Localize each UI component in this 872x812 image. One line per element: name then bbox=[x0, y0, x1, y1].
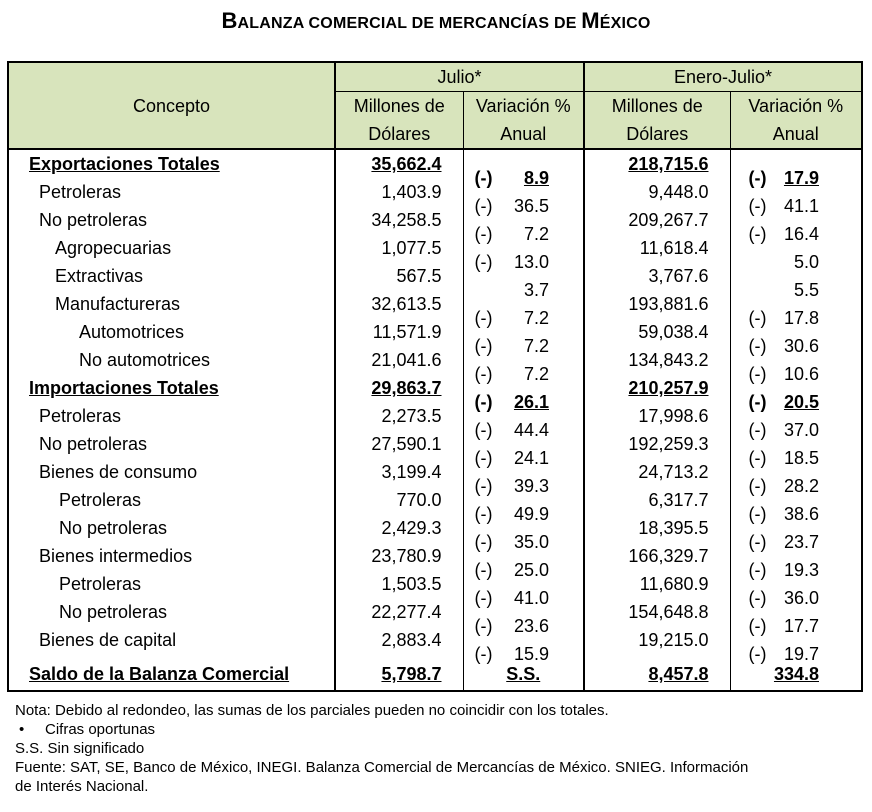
value-millones-julio-text: 2,273.5 bbox=[381, 406, 442, 426]
value-millones-julio bbox=[335, 234, 463, 262]
row-label-text: Agropecuarias bbox=[55, 238, 172, 258]
number-variacion-julio: 7.2 bbox=[523, 336, 549, 356]
number-variacion-enero-julio: 28.2 bbox=[783, 476, 819, 496]
value-millones-julio bbox=[335, 346, 463, 374]
value-variacion-enero-julio bbox=[730, 206, 862, 244]
value-millones-enero-julio bbox=[584, 178, 730, 206]
number-variacion-enero-julio: 10.6 bbox=[783, 364, 819, 384]
note-cifras bbox=[15, 720, 748, 739]
value-millones-enero-julio-text: 59,038.4 bbox=[638, 322, 709, 342]
number-variacion-julio: 15.9 bbox=[513, 644, 549, 664]
value-millones-enero-julio bbox=[584, 206, 730, 234]
number-variacion-julio: 39.3 bbox=[513, 476, 549, 496]
row-label bbox=[8, 318, 335, 346]
value-millones-enero-julio-text: 3,767.6 bbox=[648, 266, 709, 286]
row-label-text: Importaciones Totales bbox=[29, 378, 219, 398]
value-millones-enero-julio bbox=[584, 402, 730, 430]
value-millones-enero-julio-text: 166,329.7 bbox=[628, 546, 709, 566]
number-variacion-julio: 3.7 bbox=[523, 280, 549, 300]
value-variacion-enero-julio bbox=[730, 570, 862, 608]
row-label bbox=[8, 206, 335, 234]
sign-variacion-julio: (-) bbox=[474, 616, 493, 636]
value-variacion-julio bbox=[463, 486, 584, 524]
sign-variacion-enero-julio: (-) bbox=[748, 532, 767, 552]
value-millones-enero-julio bbox=[584, 346, 730, 374]
sign-variacion-julio: (-) bbox=[474, 196, 493, 216]
table-row bbox=[8, 149, 862, 178]
number-variacion-julio: 35.0 bbox=[513, 532, 549, 552]
number-variacion-enero-julio: 19.7 bbox=[783, 644, 819, 664]
header-millones-1: Millones de bbox=[335, 92, 463, 121]
sign-variacion-enero-julio: (-) bbox=[748, 644, 767, 664]
saldo-millones-julio-text: 5,798.7 bbox=[381, 664, 442, 684]
value-variacion-enero-julio bbox=[730, 402, 862, 440]
value-variacion-enero-julio bbox=[730, 346, 862, 384]
note-rounding: Nota: Debido al redondeo, las sumas de los parciales pueden no coincidir con los totales. bbox=[15, 702, 609, 719]
number-variacion-enero-julio: 5.0 bbox=[793, 252, 819, 272]
table-row bbox=[8, 430, 862, 458]
row-label-text: Petroleras bbox=[59, 490, 142, 510]
value-millones-enero-julio-text: 18,395.5 bbox=[638, 518, 709, 538]
saldo-label bbox=[8, 658, 335, 691]
number-variacion-julio: 26.1 bbox=[513, 392, 549, 412]
table-row bbox=[8, 626, 862, 654]
value-variacion-enero-julio bbox=[730, 486, 862, 524]
value-millones-julio-text: 567.5 bbox=[396, 266, 442, 286]
value-millones-julio bbox=[335, 206, 463, 234]
sign-variacion-julio: (-) bbox=[474, 448, 493, 468]
value-variacion-enero-julio bbox=[730, 178, 862, 216]
sign-variacion-enero-julio: (-) bbox=[748, 392, 767, 412]
value-millones-enero-julio bbox=[584, 290, 730, 318]
row-label-text: Bienes intermedios bbox=[39, 546, 193, 566]
sign-variacion-enero-julio: (-) bbox=[748, 224, 767, 244]
number-variacion-enero-julio: 38.6 bbox=[783, 504, 819, 524]
value-variacion-julio bbox=[463, 570, 584, 608]
table-row bbox=[8, 318, 862, 346]
value-variacion-enero-julio bbox=[730, 234, 862, 272]
value-millones-enero-julio-text: 134,843.2 bbox=[628, 350, 709, 370]
sign-variacion-enero-julio: (-) bbox=[748, 420, 767, 440]
value-millones-julio-text: 27,590.1 bbox=[371, 434, 442, 454]
table-row bbox=[8, 542, 862, 570]
value-millones-julio-text: 21,041.6 bbox=[371, 350, 442, 370]
number-variacion-enero-julio: 16.4 bbox=[783, 224, 819, 244]
value-variacion-julio bbox=[463, 598, 584, 636]
table-row bbox=[8, 486, 862, 514]
value-millones-julio-text: 32,613.5 bbox=[371, 294, 442, 314]
value-variacion-enero-julio bbox=[730, 318, 862, 356]
value-variacion-julio bbox=[463, 374, 584, 412]
value-millones-julio-text: 770.0 bbox=[396, 490, 442, 510]
row-label bbox=[8, 402, 335, 430]
value-millones-julio-text: 1,403.9 bbox=[381, 182, 442, 202]
table-row bbox=[8, 570, 862, 598]
table-row bbox=[8, 458, 862, 486]
value-millones-enero-julio-text: 6,317.7 bbox=[648, 490, 709, 510]
value-millones-enero-julio bbox=[584, 318, 730, 346]
value-variacion-julio bbox=[463, 542, 584, 580]
sign-variacion-enero-julio: (-) bbox=[748, 588, 767, 608]
sign-variacion-julio: (-) bbox=[474, 504, 493, 524]
value-variacion-enero-julio bbox=[730, 149, 862, 188]
value-millones-julio bbox=[335, 542, 463, 570]
value-millones-julio bbox=[335, 458, 463, 486]
table-row bbox=[8, 374, 862, 402]
value-millones-enero-julio bbox=[584, 374, 730, 402]
row-label bbox=[8, 626, 335, 654]
value-variacion-enero-julio bbox=[730, 514, 862, 552]
row-label bbox=[8, 598, 335, 626]
number-variacion-enero-julio: 20.5 bbox=[783, 392, 819, 412]
header-variacion-1: Variación % bbox=[463, 92, 584, 121]
value-millones-enero-julio-text: 193,881.6 bbox=[628, 294, 709, 314]
row-label bbox=[8, 374, 335, 402]
header-dolares-1: Dólares bbox=[335, 120, 463, 149]
number-variacion-enero-julio: 37.0 bbox=[783, 420, 819, 440]
row-label bbox=[8, 458, 335, 486]
value-millones-enero-julio bbox=[584, 262, 730, 290]
value-variacion-julio bbox=[463, 262, 584, 300]
number-variacion-julio: 23.6 bbox=[513, 616, 549, 636]
table-row bbox=[8, 206, 862, 234]
note-fuente-1: Fuente: SAT, SE, Banco de México, INEGI. Balanza Comercial de Mercancías de México. SNIEG. Información bbox=[15, 759, 749, 776]
row-label-text: No petroleras bbox=[39, 434, 148, 454]
row-label bbox=[8, 542, 335, 570]
table-row bbox=[8, 514, 862, 542]
row-label-text: Petroleras bbox=[59, 574, 142, 594]
sign-variacion-enero-julio: (-) bbox=[748, 560, 767, 580]
value-variacion-julio bbox=[463, 290, 584, 328]
value-millones-julio-text: 2,429.3 bbox=[381, 518, 442, 538]
number-variacion-julio: 25.0 bbox=[513, 560, 549, 580]
number-variacion-enero-julio: 17.8 bbox=[783, 308, 819, 328]
value-millones-enero-julio bbox=[584, 458, 730, 486]
value-millones-enero-julio-text: 11,618.4 bbox=[639, 238, 709, 258]
value-variacion-julio bbox=[463, 206, 584, 244]
sign-variacion-enero-julio: (-) bbox=[748, 168, 767, 188]
value-variacion-enero-julio bbox=[730, 626, 862, 664]
number-variacion-enero-julio: 19.3 bbox=[783, 560, 819, 580]
value-millones-enero-julio-text: 218,715.6 bbox=[628, 154, 709, 174]
number-variacion-julio: 49.9 bbox=[513, 504, 549, 524]
header-anual-1: Anual bbox=[463, 120, 584, 149]
sign-variacion-enero-julio: (-) bbox=[748, 504, 767, 524]
value-millones-enero-julio bbox=[584, 149, 730, 178]
header-row-periods bbox=[8, 62, 862, 92]
table-body bbox=[8, 149, 862, 691]
sign-variacion-julio: (-) bbox=[474, 588, 493, 608]
sign-variacion-enero-julio: (-) bbox=[748, 196, 767, 216]
number-variacion-enero-julio: 18.5 bbox=[783, 448, 819, 468]
value-millones-julio-text: 22,277.4 bbox=[371, 602, 442, 622]
value-millones-enero-julio-text: 11,680.9 bbox=[639, 574, 709, 594]
value-variacion-julio bbox=[463, 514, 584, 552]
row-label bbox=[8, 290, 335, 318]
row-label bbox=[8, 149, 335, 178]
value-millones-julio-text: 34,258.5 bbox=[371, 210, 442, 230]
value-variacion-julio bbox=[463, 178, 584, 216]
value-millones-julio-text: 2,883.4 bbox=[381, 630, 442, 650]
value-millones-enero-julio bbox=[584, 570, 730, 598]
row-label bbox=[8, 234, 335, 262]
row-label bbox=[8, 178, 335, 206]
value-millones-julio bbox=[335, 486, 463, 514]
number-variacion-julio: 24.1 bbox=[513, 448, 549, 468]
value-millones-julio bbox=[335, 514, 463, 542]
number-variacion-enero-julio: 17.7 bbox=[783, 616, 819, 636]
saldo-millones-enero-julio bbox=[584, 658, 730, 691]
row-label-text: Exportaciones Totales bbox=[29, 154, 220, 174]
value-millones-julio bbox=[335, 149, 463, 178]
table-row bbox=[8, 402, 862, 430]
value-millones-enero-julio bbox=[584, 486, 730, 514]
row-label bbox=[8, 514, 335, 542]
value-millones-julio bbox=[335, 598, 463, 626]
sign-variacion-enero-julio: (-) bbox=[748, 616, 767, 636]
row-label-text: No petroleras bbox=[59, 602, 168, 622]
header-concept: Concepto bbox=[8, 62, 335, 149]
header-millones-2: Millones de bbox=[584, 92, 730, 121]
row-label bbox=[8, 570, 335, 598]
sign-variacion-julio: (-) bbox=[474, 224, 493, 244]
value-variacion-enero-julio bbox=[730, 430, 862, 468]
value-millones-julio-text: 1,503.5 bbox=[381, 574, 442, 594]
value-millones-enero-julio-text: 17,998.6 bbox=[638, 406, 709, 426]
value-millones-julio bbox=[335, 262, 463, 290]
value-millones-julio-text: 3,199.4 bbox=[381, 462, 442, 482]
notes bbox=[15, 701, 748, 796]
sign-variacion-julio: (-) bbox=[474, 364, 493, 384]
value-millones-enero-julio bbox=[584, 514, 730, 542]
number-variacion-julio: 41.0 bbox=[513, 588, 549, 608]
saldo-row bbox=[8, 658, 862, 691]
value-millones-julio bbox=[335, 318, 463, 346]
row-label-text: Manufactureras bbox=[55, 294, 181, 314]
saldo-label-text: Saldo de la Balanza Comercial bbox=[29, 664, 290, 684]
sign-variacion-julio: (-) bbox=[474, 532, 493, 552]
saldo-variacion-enero-julio-text: 334.8 bbox=[773, 664, 819, 684]
value-millones-julio bbox=[335, 626, 463, 654]
row-label-text: Extractivas bbox=[55, 266, 144, 286]
value-variacion-enero-julio bbox=[730, 542, 862, 580]
value-millones-enero-julio-text: 210,257.9 bbox=[628, 378, 709, 398]
number-variacion-enero-julio: 23.7 bbox=[783, 532, 819, 552]
number-variacion-julio: 7.2 bbox=[523, 364, 549, 384]
value-millones-julio-text: 29,863.7 bbox=[371, 378, 442, 398]
value-millones-enero-julio-text: 209,267.7 bbox=[628, 210, 709, 230]
row-label bbox=[8, 262, 335, 290]
sign-variacion-enero-julio: (-) bbox=[748, 476, 767, 496]
sign-variacion-julio: (-) bbox=[474, 392, 493, 412]
value-millones-enero-julio-text: 192,259.3 bbox=[628, 434, 709, 454]
page-title: BALANZA COMERCIAL DE MERCANCÍAS DE MÉXICO bbox=[221, 8, 651, 33]
value-variacion-enero-julio bbox=[730, 458, 862, 496]
value-millones-enero-julio bbox=[584, 542, 730, 570]
value-millones-julio-text: 11,571.9 bbox=[372, 322, 442, 342]
number-variacion-enero-julio: 17.9 bbox=[783, 168, 819, 188]
number-variacion-julio: 7.2 bbox=[523, 308, 549, 328]
note-cifras-text: Cifras oportunas bbox=[45, 721, 156, 738]
sign-variacion-enero-julio: (-) bbox=[748, 308, 767, 328]
value-millones-enero-julio-text: 9,448.0 bbox=[648, 182, 709, 202]
value-millones-julio-text: 35,662.4 bbox=[371, 154, 442, 174]
note-ss: S.S. Sin significado bbox=[15, 740, 145, 757]
value-millones-enero-julio bbox=[584, 626, 730, 654]
value-variacion-julio bbox=[463, 318, 584, 356]
number-variacion-julio: 44.4 bbox=[513, 420, 549, 440]
bullet-icon: • bbox=[19, 721, 25, 738]
number-variacion-enero-julio: 41.1 bbox=[783, 196, 819, 216]
value-variacion-julio bbox=[463, 346, 584, 384]
row-label-text: No petroleras bbox=[59, 518, 168, 538]
value-millones-julio bbox=[335, 178, 463, 206]
value-millones-julio bbox=[335, 290, 463, 318]
number-variacion-enero-julio: 36.0 bbox=[783, 588, 819, 608]
value-variacion-julio bbox=[463, 458, 584, 496]
number-variacion-enero-julio: 5.5 bbox=[793, 280, 819, 300]
saldo-millones-enero-julio-text: 8,457.8 bbox=[648, 664, 709, 684]
value-millones-enero-julio-text: 19,215.0 bbox=[638, 630, 709, 650]
header-variacion-2: Variación % bbox=[730, 92, 862, 121]
value-millones-enero-julio bbox=[584, 598, 730, 626]
trade-balance-table bbox=[7, 61, 863, 692]
number-variacion-julio: 8.9 bbox=[523, 168, 549, 188]
note-fuente-2: de Interés Nacional. bbox=[15, 778, 149, 795]
value-variacion-enero-julio bbox=[730, 374, 862, 412]
value-variacion-julio bbox=[463, 430, 584, 468]
header-period-julio: Julio* bbox=[335, 62, 584, 92]
row-label-text: Bienes de capital bbox=[39, 630, 177, 650]
value-millones-enero-julio-text: 154,648.8 bbox=[628, 602, 709, 622]
value-variacion-enero-julio bbox=[730, 262, 862, 300]
header-period-enero-julio: Enero-Julio* bbox=[584, 62, 862, 92]
row-label-text: No petroleras bbox=[39, 210, 148, 230]
number-variacion-julio: 13.0 bbox=[513, 252, 549, 272]
sign-variacion-enero-julio: (-) bbox=[748, 336, 767, 356]
value-variacion-julio bbox=[463, 402, 584, 440]
row-label-text: Automotrices bbox=[79, 322, 185, 342]
sign-variacion-julio: (-) bbox=[474, 168, 493, 188]
row-label-text: Petroleras bbox=[39, 406, 122, 426]
value-millones-julio-text: 1,077.5 bbox=[381, 238, 442, 258]
table-row bbox=[8, 290, 862, 318]
sign-variacion-julio: (-) bbox=[474, 420, 493, 440]
value-variacion-julio bbox=[463, 149, 584, 188]
row-label-text: Bienes de consumo bbox=[39, 462, 198, 482]
sign-variacion-julio: (-) bbox=[474, 336, 493, 356]
value-variacion-enero-julio bbox=[730, 290, 862, 328]
value-millones-enero-julio bbox=[584, 234, 730, 262]
sign-variacion-julio: (-) bbox=[474, 476, 493, 496]
value-millones-enero-julio bbox=[584, 430, 730, 458]
number-variacion-julio: 36.5 bbox=[513, 196, 549, 216]
value-millones-julio bbox=[335, 570, 463, 598]
row-label bbox=[8, 346, 335, 374]
saldo-variacion-julio-text: S.S. bbox=[506, 664, 541, 684]
value-variacion-enero-julio bbox=[730, 598, 862, 636]
sign-variacion-julio: (-) bbox=[474, 644, 493, 664]
value-millones-julio bbox=[335, 430, 463, 458]
value-variacion-julio bbox=[463, 234, 584, 272]
table-row bbox=[8, 346, 862, 374]
value-millones-julio bbox=[335, 374, 463, 402]
value-millones-enero-julio-text: 24,713.2 bbox=[638, 462, 709, 482]
sign-variacion-julio: (-) bbox=[474, 308, 493, 328]
value-millones-julio-text: 23,780.9 bbox=[371, 546, 442, 566]
header-dolares-2: Dólares bbox=[584, 120, 730, 149]
table-row bbox=[8, 178, 862, 206]
sign-variacion-enero-julio: (-) bbox=[748, 364, 767, 384]
table-row bbox=[8, 262, 862, 290]
table-row bbox=[8, 234, 862, 262]
saldo-millones-julio bbox=[335, 658, 463, 691]
number-variacion-enero-julio: 30.6 bbox=[783, 336, 819, 356]
value-millones-julio bbox=[335, 402, 463, 430]
header-anual-2: Anual bbox=[730, 120, 862, 149]
sign-variacion-julio: (-) bbox=[474, 560, 493, 580]
number-variacion-julio: 7.2 bbox=[523, 224, 549, 244]
value-variacion-julio bbox=[463, 626, 584, 664]
row-label bbox=[8, 430, 335, 458]
row-label-text: Petroleras bbox=[39, 182, 122, 202]
row-label bbox=[8, 486, 335, 514]
sign-variacion-enero-julio: (-) bbox=[748, 448, 767, 468]
sign-variacion-julio: (-) bbox=[474, 252, 493, 272]
row-label-text: No automotrices bbox=[79, 350, 211, 370]
table-row bbox=[8, 598, 862, 626]
